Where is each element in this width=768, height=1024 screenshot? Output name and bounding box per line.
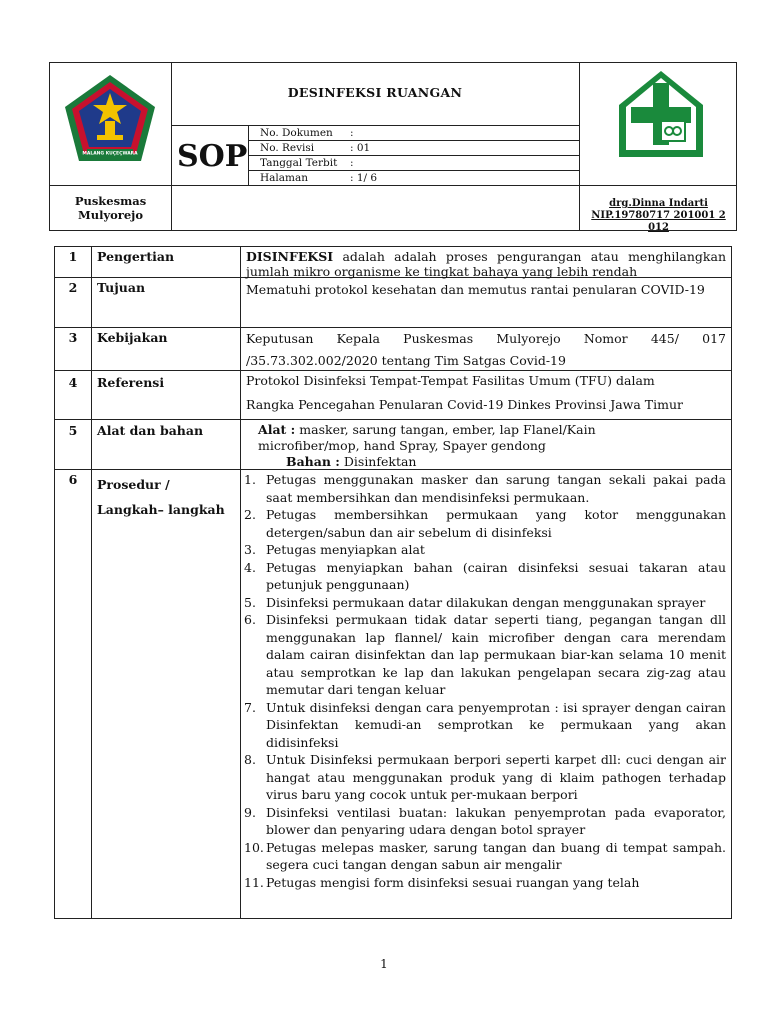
step-number: 11. bbox=[244, 874, 264, 890]
document-title: DESINFEKSI RUANGAN bbox=[287, 85, 463, 100]
step-number: 10. bbox=[244, 839, 264, 855]
row-5-label: Alat dan bahan bbox=[97, 423, 204, 438]
procedure-step bbox=[244, 874, 726, 892]
step-text: Petugas membersihkan permukaan yang kotor menggunakan detergen/sabun dan air sebelum di disinfeksi bbox=[266, 507, 726, 540]
step-number: 1. bbox=[244, 472, 256, 487]
meta-tanggal-terbit-value: : bbox=[350, 157, 354, 169]
puskesmas-logo bbox=[617, 69, 705, 159]
row-3-label: Kebijakan bbox=[97, 330, 168, 345]
row-3-content: Keputusan Kepala Puskesmas Mulyorejo Nomor 445/ 017 /35.73.302.002/2020 tentang Tim Satgas Covid-19 bbox=[246, 331, 726, 368]
signer-nip: NIP.19780717 201001 2 012 bbox=[591, 210, 726, 233]
definition-term: DISINFEKSI bbox=[246, 249, 334, 264]
document-header bbox=[49, 62, 737, 231]
procedure-steps bbox=[244, 471, 726, 919]
procedure-step bbox=[244, 471, 726, 506]
procedure-step bbox=[244, 506, 726, 541]
step-text: Petugas menggunakan masker dan sarung tangan sekali pakai pada saat membersihkan dan mendisinfeksi permukaan. bbox=[266, 472, 726, 505]
step-text: Disinfeksi ventilasi buatan: lakukan penyemprotan pada evaporator, blower dan penyaring udara dengan botol sprayer bbox=[266, 804, 726, 837]
bahan-label: Bahan : bbox=[286, 454, 340, 469]
step-text: Petugas menyiapkan bahan (cairan disinfeksi sesuai takaran atau petunjuk penggunaan) bbox=[266, 559, 726, 592]
meta-halaman-label: Halaman bbox=[260, 172, 309, 184]
step-text: Disinfeksi permukaan tidak datar seperti tiang, pegangan tangan dll menggunakan lap flannel/ kain microfiber dengan cara merendam dalam cairan disinfektan dan lap permukaan biar-kan selama 10 menit atau semprotkan ke lap dan lakukan pengelapan secara zig-zag atau memutar dari tengan keluar bbox=[266, 612, 726, 697]
step-number: 5. bbox=[244, 594, 256, 610]
meta-no-dokumen-label: No. Dokumen bbox=[260, 127, 333, 139]
bahan-text: Disinfektan bbox=[339, 454, 417, 469]
row-6-number: 6 bbox=[68, 472, 78, 487]
row-1-content bbox=[246, 249, 726, 279]
alat-label: Alat : bbox=[258, 422, 296, 437]
row-5-content bbox=[258, 422, 648, 470]
procedure-label-line-2: Langkah– langkah bbox=[97, 502, 225, 517]
row-2-label: Tujuan bbox=[97, 280, 146, 295]
page-number: 1 bbox=[380, 957, 388, 971]
meta-tanggal-terbit-label: Tanggal Terbit bbox=[260, 157, 338, 169]
step-number: 6. bbox=[244, 612, 256, 627]
procedure-step bbox=[244, 559, 726, 594]
svg-text:MALANG KUÇEÇWARA: MALANG KUÇEÇWARA bbox=[82, 151, 138, 157]
step-number: 8. bbox=[244, 752, 256, 767]
procedure-step bbox=[244, 594, 726, 612]
row-6-label bbox=[97, 472, 225, 522]
sop-label: SOP bbox=[177, 139, 248, 174]
procedure-step bbox=[244, 541, 726, 559]
step-text: Disinfeksi permukaan datar dilakukan dengan menggunakan sprayer bbox=[266, 594, 706, 610]
alat-text: masker, sarung tangan, ember, lap Flanel/Kain microfiber/mop, hand Spray, Spayer gendong bbox=[258, 422, 596, 453]
organization-name bbox=[50, 194, 171, 222]
reference-line-1: Protokol Disinfeksi Tempat-Tempat Fasilitas Umum (TFU) dalam bbox=[246, 373, 655, 388]
row-4-content bbox=[246, 373, 726, 413]
step-text: Petugas melepas masker, sarung tangan dan buang di tempat sampah. segera cuci tangan dengan sabun air mengalir bbox=[266, 839, 726, 872]
step-number: 2. bbox=[244, 507, 256, 522]
signer-name: drg.Dinna Indarti bbox=[609, 198, 708, 209]
step-number: 4. bbox=[244, 559, 256, 575]
sop-content-table bbox=[54, 246, 732, 919]
row-4-label: Referensi bbox=[97, 375, 165, 390]
row-1-label: Pengertian bbox=[97, 249, 175, 264]
row-2-number: 2 bbox=[68, 280, 78, 295]
procedure-step bbox=[244, 751, 726, 804]
meta-no-revisi-value: : 01 bbox=[350, 142, 371, 154]
malang-city-logo bbox=[61, 73, 159, 165]
step-number: 3. bbox=[244, 542, 256, 557]
step-text: Petugas mengisi form disinfeksi sesuai ruangan yang telah bbox=[266, 874, 640, 890]
procedure-step bbox=[244, 611, 726, 699]
reference-line-2: Rangka Pencegahan Penularan Covid-19 Dinkes Provinsi Jawa Timur bbox=[246, 397, 684, 412]
procedure-label-line-1: Prosedur / bbox=[97, 477, 170, 492]
org-line-2: Mulyorejo bbox=[77, 208, 144, 222]
step-text: Untuk Disinfeksi permukaan berpori seperti karpet dll: cuci dengan air hangat atau menggunakan produk yang di klaim pathogen terhadap virus baru yang cocok untuk per-mukaan berpori bbox=[266, 752, 726, 802]
org-line-1: Puskesmas bbox=[74, 194, 147, 208]
procedure-step bbox=[244, 839, 726, 874]
procedure-step bbox=[244, 804, 726, 839]
definition-text: adalah adalah proses pengurangan atau menghilangkan jumlah mikro organisme ke tingkat bahaya yang lebih rendah bbox=[246, 249, 726, 279]
step-number: 7. bbox=[244, 699, 256, 715]
step-text: Untuk disinfeksi dengan cara penyemprotan : isi sprayer dengan cairan Disinfektan kemudi-an semprotkan ke permukaan yang akan didisinfeksi bbox=[266, 699, 726, 750]
meta-no-dokumen-value: : bbox=[350, 127, 354, 139]
meta-no-revisi-label: No. Revisi bbox=[260, 142, 315, 154]
meta-halaman-value: : 1/ 6 bbox=[350, 172, 378, 184]
row-5-number: 5 bbox=[68, 423, 78, 438]
procedure-step bbox=[244, 699, 726, 752]
signatory bbox=[580, 198, 737, 234]
row-2-content: Mematuhi protokol kesehatan dan memutus rantai penularan COVID-19 bbox=[246, 282, 705, 297]
row-3-number: 3 bbox=[68, 330, 78, 345]
steps-list bbox=[244, 471, 726, 891]
step-text: Petugas menyiapkan alat bbox=[266, 542, 425, 557]
step-number: 9. bbox=[244, 804, 256, 820]
row-1-number: 1 bbox=[68, 249, 78, 264]
row-4-number: 4 bbox=[68, 375, 78, 390]
